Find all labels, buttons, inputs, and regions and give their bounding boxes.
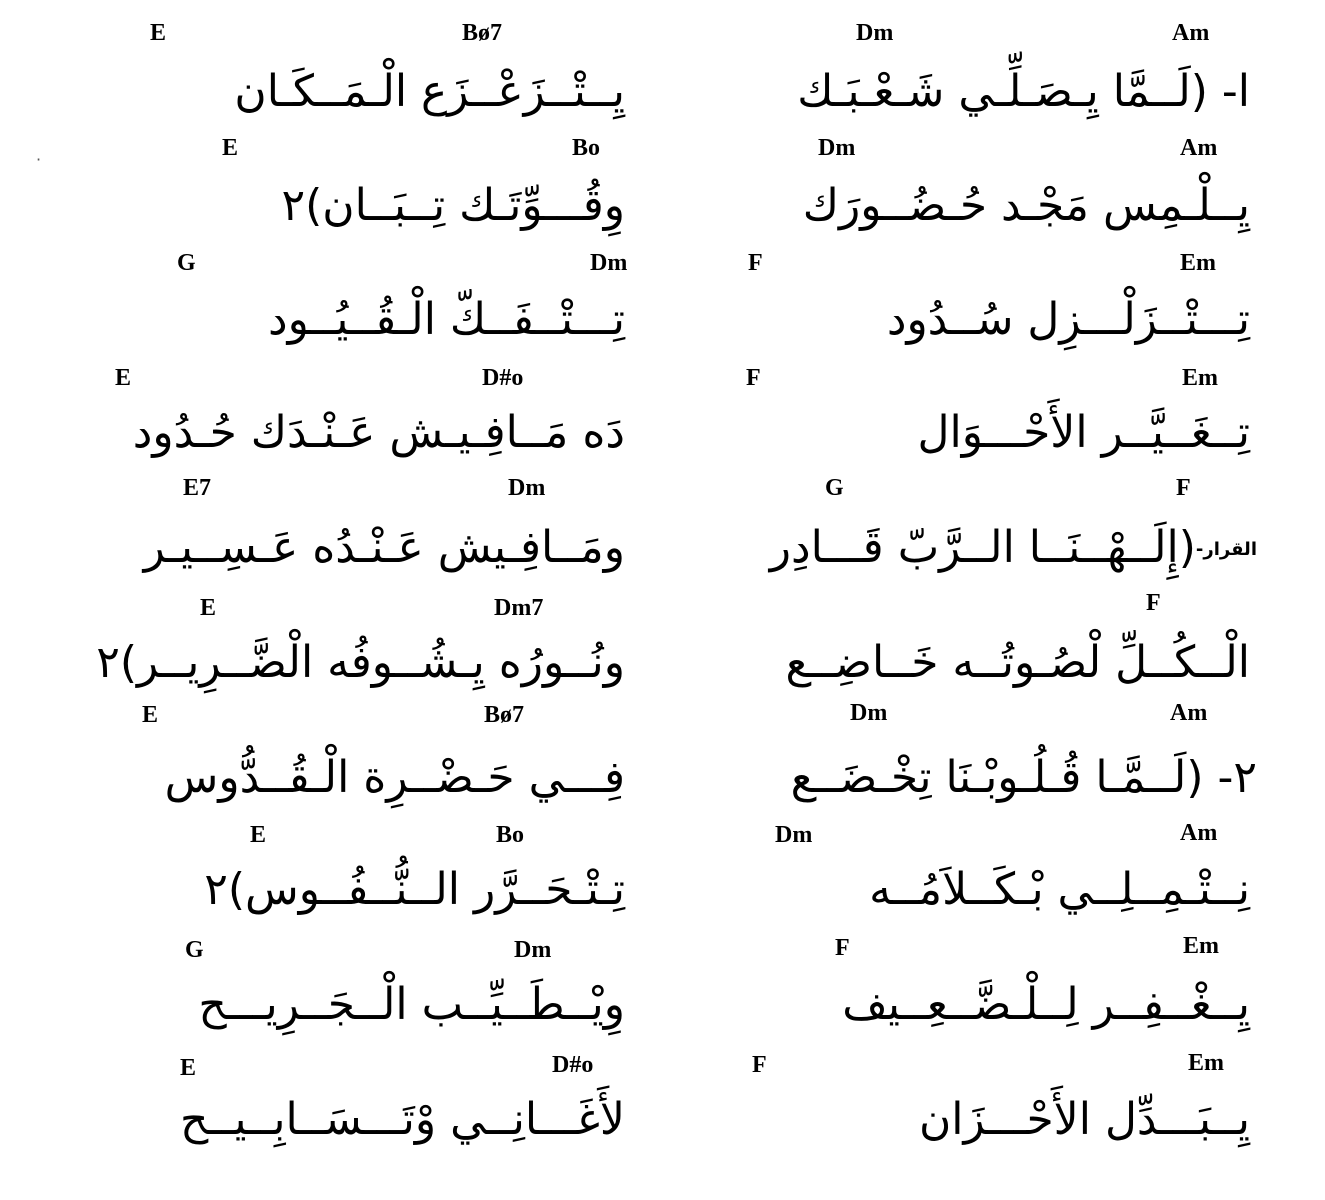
- chord: F: [752, 1052, 767, 1078]
- chord: G: [177, 250, 196, 276]
- lyric-line: تِـــتْــفَــكّ الْـقُــيُــود: [267, 294, 625, 345]
- chord: Dm: [514, 937, 552, 963]
- lyric-line: ومَــافِـيش عَـنْـدُه عَـسِــيـر: [143, 522, 625, 573]
- chord: G: [825, 475, 844, 501]
- lyric-line: دَه مَــافِـيـش عَـنْـدَك حُـدُود: [132, 407, 625, 458]
- lyric-line: ٢- (لَــمَّـا قُـلُـوبْـنَا تِخْـضَــع: [790, 752, 1257, 803]
- lyric-line: فِـــي حَـضْــرِة الْـقُــدُّوس: [164, 752, 625, 803]
- chord: Em: [1183, 933, 1219, 959]
- chord: E: [115, 365, 132, 391]
- chord: E: [200, 595, 217, 621]
- chord: Bo: [496, 822, 525, 848]
- chord: Bø7: [484, 702, 525, 728]
- chord: Dm: [856, 20, 894, 46]
- chord: Bo: [572, 135, 601, 161]
- chord: Dm7: [494, 595, 544, 621]
- chord: E: [222, 135, 239, 161]
- chord: E: [180, 1055, 197, 1081]
- chord: Em: [1188, 1050, 1224, 1076]
- scan-speck: ·: [36, 150, 42, 169]
- lyric-line: يِــغْــفِــر لِــلْـضَّــعِــيف: [842, 979, 1250, 1030]
- lyric-line: لأَغَـــانِــي وْتَـــسَــابِــيــح: [180, 1094, 625, 1145]
- chord: Dm: [508, 475, 546, 501]
- chord: E: [150, 20, 167, 46]
- chord: Dm: [590, 250, 628, 276]
- chord: F: [1176, 475, 1191, 501]
- chord: D#o: [482, 365, 524, 391]
- chord: E: [250, 822, 267, 848]
- lyric-line: يِــتْــزَعْــزَع الْـمَــكَـان: [234, 66, 625, 117]
- refrain-tag: القرار-: [1195, 539, 1257, 560]
- chord: F: [746, 365, 761, 391]
- chord: E7: [183, 475, 212, 501]
- chord: Dm: [775, 822, 813, 848]
- lyric-line: الْــكُــلِّ لْصُـوتُــه خَــاضِــع: [785, 637, 1250, 688]
- chord: Am: [1170, 700, 1208, 726]
- lyric-line: تِــغَــيَّــر الأَحْـــوَال: [917, 407, 1250, 458]
- chord: F: [1146, 590, 1161, 616]
- chord: Em: [1182, 365, 1218, 391]
- chord: Bø7: [462, 20, 503, 46]
- chord: F: [748, 250, 763, 276]
- lyric-line: تِـتْـحَــرَّر الــنُّــفُــوس)٢: [204, 864, 625, 915]
- chord: Dm: [818, 135, 856, 161]
- lyric-line: نِــتْـمِــلِــي بْـكَــلاَمُــه: [869, 864, 1250, 915]
- lyric-line: ا- (لَــمَّا يِـصَـلِّـي شَـعْـبَـك: [797, 66, 1250, 117]
- chord: Dm: [850, 700, 888, 726]
- chord: F: [835, 935, 850, 961]
- chord: G: [185, 937, 204, 963]
- lyric-line: [770, 520, 1257, 578]
- lyric-line: يِــبَـــدِّل الأَحْـــزَان: [918, 1094, 1250, 1145]
- lyric-text: (إِلَــهْــنَــا الــرَّبّ قَـــادِر: [769, 522, 1196, 573]
- lyric-line: ونُــورُه يِـشُــوفُه الْضَّــرِيــر)٢: [96, 637, 625, 688]
- chord: D#o: [552, 1052, 594, 1078]
- lyric-line: وِقُـــوِّتَـك تِــبَــان)٢: [281, 180, 625, 231]
- chord: Em: [1180, 250, 1216, 276]
- chord: Am: [1172, 20, 1210, 46]
- lyric-line: وِيْــطَــيِّــب الْــجَــرِيـــح: [198, 979, 625, 1030]
- chord: E: [142, 702, 159, 728]
- chord: Am: [1180, 820, 1218, 846]
- lyric-line: تِـــتْــزَلْـــزِل سُــدُود: [886, 294, 1250, 345]
- chord: Am: [1180, 135, 1218, 161]
- lyric-line: يِــلْـمِس مَجْـد حُـضُــورَك: [802, 180, 1250, 231]
